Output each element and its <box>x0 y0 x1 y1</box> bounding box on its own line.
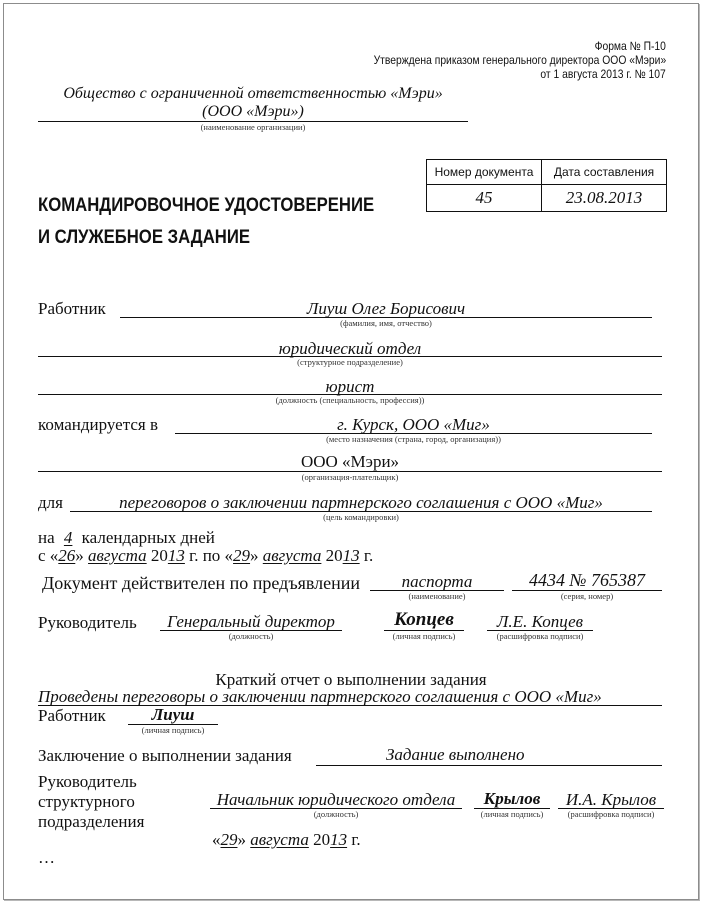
from-year-prefix: 20 <box>150 546 168 565</box>
report-employee-signature: Лиуш <box>151 705 195 724</box>
destination-label: командируется в <box>38 415 158 434</box>
dept-head-label-1: Руководитель <box>38 772 137 791</box>
dept-head-decoded: И.А. Крылов <box>565 790 657 809</box>
to-prefix: г. по « <box>189 546 234 565</box>
manager-decoded: Л.Е. Копцев <box>496 612 584 631</box>
report-employee-label: Работник <box>38 706 106 725</box>
ellipsis: … <box>38 848 55 867</box>
organization-short-name: (ООО «Мэри») <box>202 103 304 120</box>
dept-head-label-2: структурного <box>38 792 135 811</box>
from-month: августа <box>88 546 147 565</box>
organization-caption: (наименование организации) <box>200 122 306 132</box>
dept-head-position-caption: (должность) <box>313 809 359 819</box>
end-suffix: г. <box>363 546 374 565</box>
from-year: 13 <box>167 546 185 565</box>
employee-department: юридический отдел <box>278 339 422 358</box>
conclusion-value: Задание выполнено <box>386 745 525 764</box>
dept-head-label-3: подразделения <box>38 812 145 831</box>
manager-position-caption: (должность) <box>228 631 274 641</box>
department-caption: (структурное подразделение) <box>297 357 403 367</box>
manager-signature-caption: (личная подпись) <box>392 631 456 641</box>
report-title: Краткий отчет о выполнении задания <box>215 670 487 689</box>
doc-date-header: Дата составления <box>542 160 667 185</box>
date-open: « <box>212 830 221 849</box>
id-document-label: Документ действителен по предъявлении <box>42 573 361 593</box>
report-signature-caption: (личная подпись) <box>141 725 205 735</box>
doc-number-value: 45 <box>427 185 542 212</box>
dept-head-signature-caption: (личная подпись) <box>480 809 544 819</box>
id-number-caption: (серия, номер) <box>560 591 614 601</box>
from-quote-close: » <box>75 546 84 565</box>
dept-head-signature: Крылов <box>483 789 541 808</box>
document-info-table <box>426 159 667 212</box>
employee-name-caption: (фамилия, имя, отчество) <box>340 318 432 328</box>
purpose-caption: (цель командировки) <box>323 512 399 522</box>
date-range-line <box>38 546 373 566</box>
manager-label: Руководитель <box>38 613 137 632</box>
purpose-value: переговоров о заключении партнерского соглашения с ООО «Миг» <box>119 493 603 512</box>
conclusion-label: Заключение о выполнении задания <box>38 746 292 765</box>
manager-signature: Копцев <box>394 609 454 630</box>
dept-head-date <box>212 830 361 850</box>
payer-organization: ООО «Мэри» <box>300 452 400 471</box>
conclusion-underline <box>316 765 662 766</box>
destination-value: г. Курск, ООО «Миг» <box>337 415 490 434</box>
employee-position: юрист <box>325 377 375 396</box>
duration-prefix: на <box>38 528 55 547</box>
date-day: 29 <box>220 830 238 849</box>
destination-caption: (место назначения (страна, город, организация)) <box>326 434 501 444</box>
date-year-prefix: 20 <box>313 830 331 849</box>
to-month: августа <box>262 546 322 565</box>
dept-head-position: Начальник юридического отдела <box>216 790 456 809</box>
form-number: Форма № П-10 <box>594 39 666 53</box>
from-prefix: с « <box>38 546 59 565</box>
duration-line <box>38 528 215 548</box>
duration-suffix: календарных дней <box>81 528 215 547</box>
position-caption: (должность (специальность, профессия)) <box>275 395 425 405</box>
approval-order: Утверждена приказом генерального директора ООО «Мэри» <box>373 53 666 67</box>
date-close: » <box>237 830 246 849</box>
to-year-prefix: 20 <box>325 546 343 565</box>
to-day: 29 <box>233 546 251 565</box>
id-name-caption: (наименование) <box>408 591 466 601</box>
dept-head-decoded-caption: (расшифровка подписи) <box>567 809 655 819</box>
organization-full-name: Общество с ограниченной ответственностью «Мэри» <box>63 85 443 102</box>
report-text: Проведены переговоры о заключении партнерского соглашения с ООО «Миг» <box>38 687 602 706</box>
date-year: 13 <box>330 830 348 849</box>
employee-name: Лиуш Олег Борисович <box>306 299 466 318</box>
to-year: 13 <box>342 546 360 565</box>
employee-label: Работник <box>38 299 106 318</box>
duration-days: 4 <box>63 528 73 547</box>
manager-position: Генеральный директор <box>167 612 335 631</box>
doc-number-header: Номер документа <box>427 160 542 185</box>
document-title-line2: И СЛУЖЕБНОЕ ЗАДАНИЕ <box>38 227 251 248</box>
to-quote-close: » <box>250 546 259 565</box>
payer-caption: (организация-плательщик) <box>301 472 399 482</box>
date-month: августа <box>250 830 309 849</box>
manager-decoded-caption: (расшифровка подписи) <box>496 631 584 641</box>
from-day: 26 <box>58 546 76 565</box>
date-suffix: г. <box>351 830 361 849</box>
id-document-number: 4434 № 765387 <box>529 570 645 590</box>
approval-date: от 1 августа 2013 г. № 107 <box>540 67 666 81</box>
doc-date-value: 23.08.2013 <box>542 185 667 212</box>
document-title-line1: КОМАНДИРОВОЧНОЕ УДОСТОВЕРЕНИЕ <box>38 195 375 216</box>
id-document-name: паспорта <box>401 572 473 591</box>
purpose-label: для <box>38 493 63 512</box>
